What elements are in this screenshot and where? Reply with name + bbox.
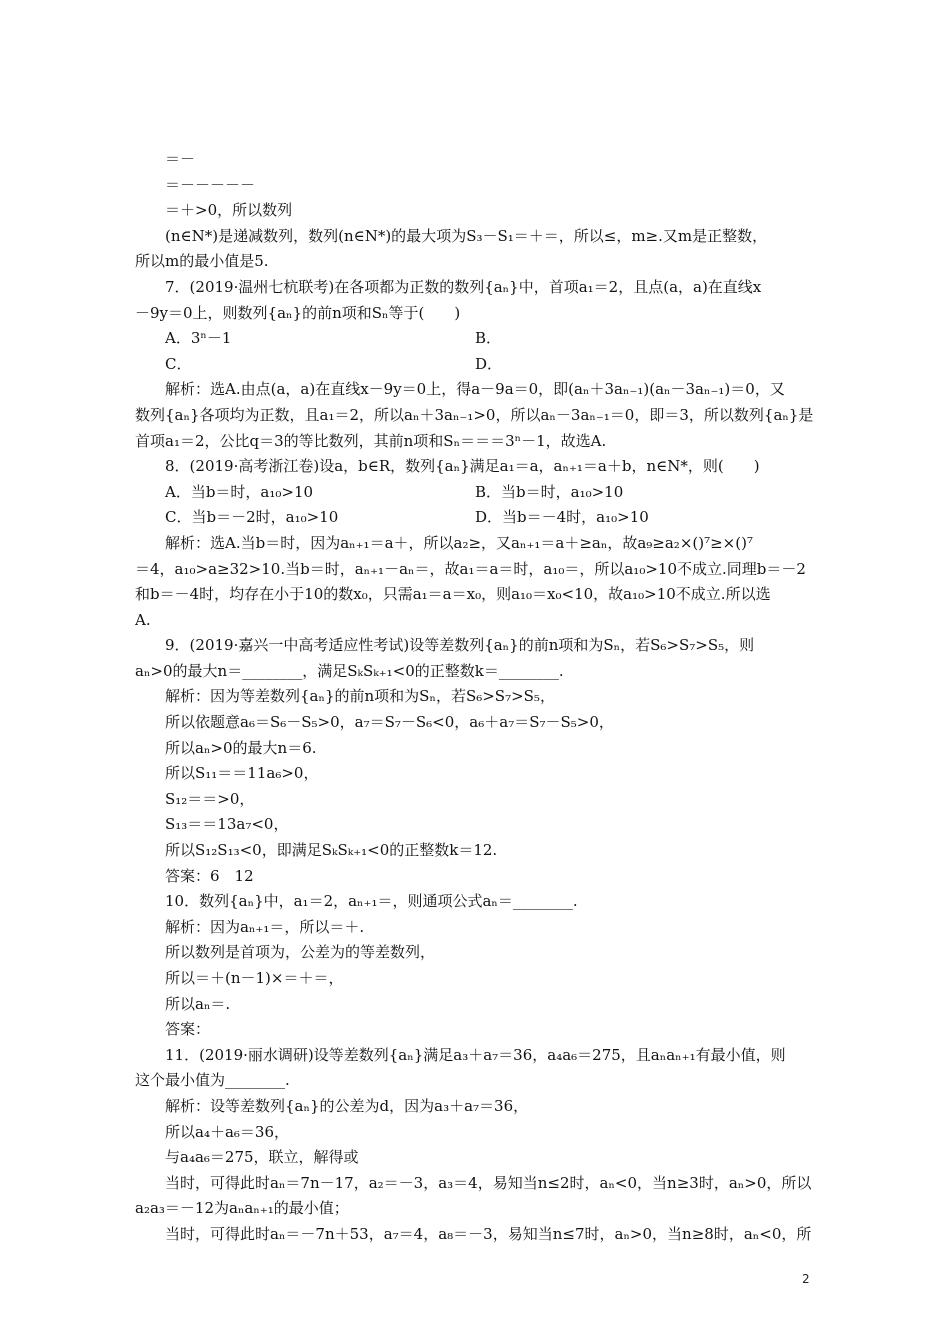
text-line: －9y＝0上，则数列{aₙ}的前n项和Sₙ等于( ) (135, 303, 461, 322)
text-line: 所以＝＋(n－1)×＝＋＝， (165, 969, 344, 987)
solution-line: 解析：选A.由点(a，a)在直线x－9y＝0上，得a－9a＝0，即(aₙ＋3aₙ₋₁)(aₙ－3aₙ₋₁)＝0，又 (165, 380, 785, 399)
text-line: 数列{aₙ}各项均为正数，且a₁＝2，所以aₙ＋3aₙ₋₁>0，所以aₙ－3aₙ₋₁＝0，即＝3，所以数列{aₙ}是 (135, 405, 814, 424)
options-row (135, 480, 820, 506)
text-line: 与a₄a₆＝275，联立，解得或 (165, 1148, 359, 1167)
text-line: 所以aₙ>0的最大n＝6. (165, 738, 317, 757)
text-line: S₁₂＝＝>0， (165, 789, 255, 808)
option-c: C．当b＝－2时，a₁₀>10 (165, 508, 339, 527)
text-line: 当时，可得此时aₙ＝－7n＋53，a₇＝4，a₈＝－3，易知当n≤7时，aₙ>0，当n≥8时，aₙ<0，所 (165, 1224, 812, 1243)
text-line: 和b＝－4时，均存在小于10的数x₀，只需a₁＝a＝x₀，则a₁₀＝x₀<10，故a₁₀>10不成立.所以选 (135, 585, 771, 604)
question-11-stem: 11．(2019·丽水调研)设等差数列{aₙ}满足a₃＋a₇＝36，a₄a₆＝275，且aₙaₙ₊₁有最小值，则 (165, 1045, 786, 1064)
option-d: D． (475, 354, 503, 373)
answer-line: 答案：6 12 (165, 866, 254, 885)
option-b: B．当b＝时，a₁₀>10 (475, 482, 624, 501)
question-8-stem: 8．(2019·高考浙江卷)设a，b∈R，数列{aₙ}满足a₁＝a，aₙ₊₁＝a＋b，n∈N*，则( ) (165, 457, 760, 476)
text-line: 所以S₁₂S₁₃<0，即满足SₖSₖ₊₁<0的正整数k＝12. (165, 841, 498, 860)
solution-line: 解析：选A.当b＝时，因为aₙ₊₁＝a＋，所以a₂≥，又aₙ₊₁＝a＋≥aₙ，故a₉≥a₂×()⁷≥×()⁷ (165, 533, 753, 552)
text-line: ＝－－－－－ (165, 175, 256, 194)
text-line: 所以数列是首项为，公差为的等差数列， (165, 943, 436, 962)
option-d: D．当b＝－4时，a₁₀>10 (475, 508, 649, 527)
text-line: (n∈N*)是递减数列，数列(n∈N*)的最大项为S₃－S₁＝＋＝，所以≤，m≥.又m是正整数， (165, 226, 768, 245)
text-line: 所以S₁₁＝＝11a₆>0， (165, 764, 319, 783)
options-row (135, 352, 820, 378)
question-7-stem: 7．(2019·温州七杭联考)在各项都为正数的数列{aₙ}中，首项a₁＝2，且点(a，a)在直线x (165, 277, 762, 296)
text-line: ＝＋>0，所以数列 (165, 201, 293, 220)
text-line: 所以a₄＋a₆＝36， (165, 1122, 289, 1141)
text-line: 首项a₁＝2，公比q＝3的等比数列，其前n项和Sₙ＝＝＝3ⁿ－1，故选A. (135, 431, 607, 450)
solution-line: 解析：设等差数列{aₙ}的公差为d，因为a₃＋a₇＝36， (165, 1096, 529, 1115)
text-line: 当时，可得此时aₙ＝7n－17，a₂＝－3，a₃＝4，易知当n≤2时，aₙ<0，当n≥3时，aₙ>0，所以 (165, 1173, 812, 1192)
text-line: 所以依题意a₆＝S₆－S₅>0，a₇＝S₇－S₆<0，a₆＋a₇＝S₇－S₅>0， (165, 713, 614, 732)
text-line: 所以m的最小值是5. (135, 252, 269, 271)
solution-line: 解析：因为aₙ₊₁＝，所以＝＋. (165, 917, 365, 936)
text-line: 所以aₙ＝. (165, 994, 231, 1013)
question-9-stem: 9．(2019·嘉兴一中高考适应性考试)设等差数列{aₙ}的前n项和为Sₙ，若S₆>S₇>S₅，则 (165, 636, 755, 655)
text-line: a₂a₃＝－12为aₙaₙ₊₁的最小值； (135, 1199, 349, 1218)
text-line: ＝－ (165, 150, 196, 168)
options-row (135, 326, 820, 352)
option-a: A．3ⁿ－1 (165, 329, 232, 348)
option-c: C． (165, 354, 192, 373)
solution-line: 解析：因为等差数列{aₙ}的前n项和为Sₙ，若S₆>S₇>S₅， (165, 687, 555, 706)
text-line: S₁₃＝＝13a₇<0， (165, 815, 289, 834)
options-row (135, 505, 820, 531)
page-number: 2 (802, 1272, 810, 1286)
text-line: A. (135, 610, 151, 629)
option-a: A．当b＝时，a₁₀>10 (165, 482, 314, 501)
option-b: B． (475, 329, 502, 348)
answer-line: 答案： (165, 1020, 211, 1039)
text-line: 这个最小值为________. (135, 1071, 290, 1090)
question-10-stem: 10．数列{aₙ}中，a₁＝2，aₙ₊₁＝，则通项公式aₙ＝________. (165, 892, 578, 911)
document-body (135, 147, 820, 1248)
text-line: ＝4，a₁₀>a≥32>10.当b＝时，aₙ₊₁－aₙ＝，故a₁＝a＝时，a₁₀＝，所以a₁₀>10不成立.同理b＝－2 (135, 559, 806, 578)
text-line: aₙ>0的最大n＝________，满足SₖSₖ₊₁<0的正整数k＝________. (135, 661, 564, 680)
